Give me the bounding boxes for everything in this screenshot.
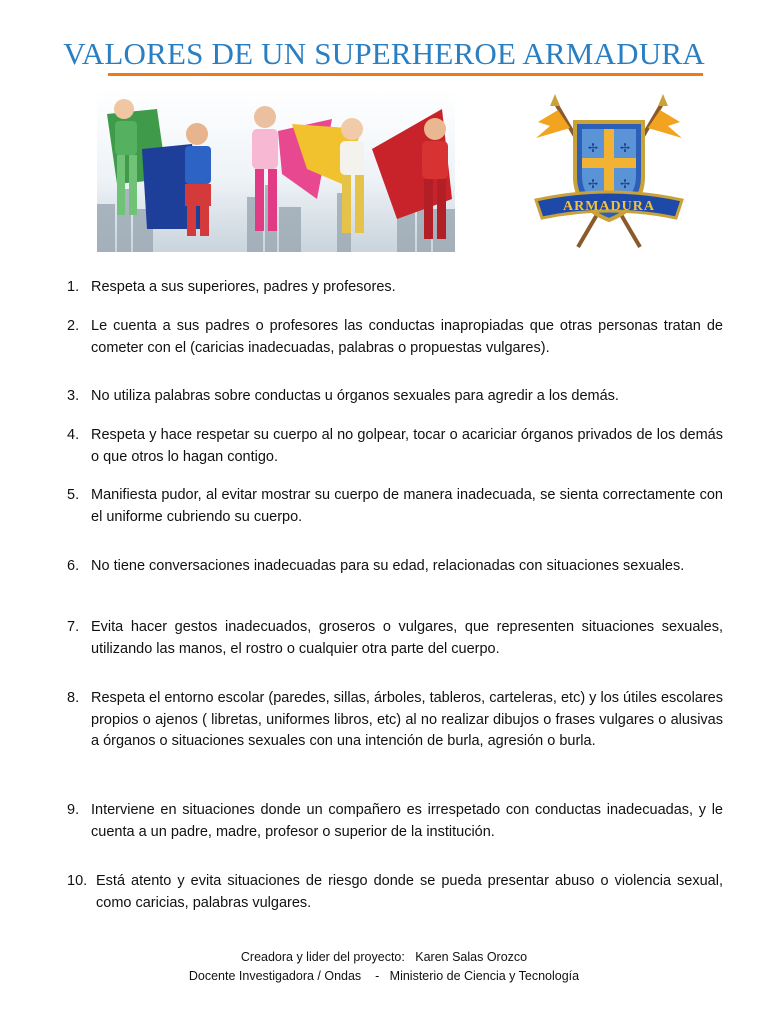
footer-affiliation: Docente Investigadora / Ondas - Ministerio de Ciencia y Tecnología (188, 969, 580, 983)
item-number: 1. (67, 279, 80, 295)
item-number: 2. (67, 318, 80, 334)
item-text: Le cuenta a sus padres o profesores las conductas inapropiadas que otras personas tratan de cometer con el (caricias inadecuadas, palabras o propuestas vulgares). (91, 318, 723, 356)
list-item (67, 277, 723, 299)
list-item (67, 316, 723, 359)
item-number: 10. (67, 873, 88, 889)
item-text: Respeta y hace respetar su cuerpo al no golpear, tocar o acariciar órganos privados de los demás o que otros lo hagan contigo. (91, 427, 723, 465)
item-text: Manifiesta pudor, al evitar mostrar su cuerpo de manera inadecuada, se sienta correctamente con el uniforme cubriendo su cuerpo. (91, 487, 723, 525)
svg-text:✢: ✢ (619, 177, 631, 191)
svg-text:✢: ✢ (587, 177, 599, 191)
item-number: 8. (67, 690, 80, 706)
list-item (67, 617, 723, 660)
list-item (67, 425, 723, 468)
item-text: No utiliza palabras sobre conductas u órganos sexuales para agredir a los demás. (91, 388, 619, 404)
item-text: Respeta el entorno escolar (paredes, sillas, árboles, tableros, carteleras, etc) y los útiles escolares propios o ajenos ( libretas, uniformes libros, etc) al no realizar dibujos o frases vulgares o alusivas a órganos o situaciones sexuales con una intención de burla, agresión o burla. (91, 690, 723, 749)
item-text: No tiene conversaciones inadecuadas para su edad, relacionadas con situaciones sexuales. (91, 558, 685, 574)
item-text: Interviene en situaciones donde un compañero es irrespetado con conductas inadecuadas, y le cuenta a un padre, madre, profesor o superior de la institución. (91, 802, 723, 840)
list-item (67, 688, 723, 753)
logo-banner-text: ARMADURA (563, 199, 655, 214)
page-title: VALORES DE UN SUPERHEROE ARMADURA (63, 36, 705, 71)
item-number: 5. (67, 487, 80, 503)
item-text: Respeta a sus superiores, padres y profesores. (91, 279, 396, 295)
item-number: 3. (67, 388, 80, 404)
list-item (67, 800, 723, 843)
footer-credits (0, 948, 768, 986)
footer-creator: Creadora y lider del proyecto: Karen Salas Orozco (240, 950, 528, 964)
svg-text:✢: ✢ (619, 141, 631, 155)
item-number: 7. (67, 619, 80, 635)
list-item (67, 556, 723, 578)
list-item (67, 871, 723, 914)
item-number: 6. (67, 558, 80, 574)
svg-text:✢: ✢ (587, 141, 599, 155)
list-item (67, 485, 723, 528)
item-text: Está atento y evita situaciones de riesgo donde se pueda presentar abuso o violencia sexual, como caricias, palabras vulgares. (96, 873, 723, 911)
item-number: 9. (67, 802, 80, 818)
item-number: 4. (67, 427, 80, 443)
item-text: Evita hacer gestos inadecuados, groseros o vulgares, que representen situaciones sexuales, utilizando las manos, el rostro o cualquier otra parte del cuerpo. (91, 619, 723, 657)
list-item (67, 386, 723, 408)
